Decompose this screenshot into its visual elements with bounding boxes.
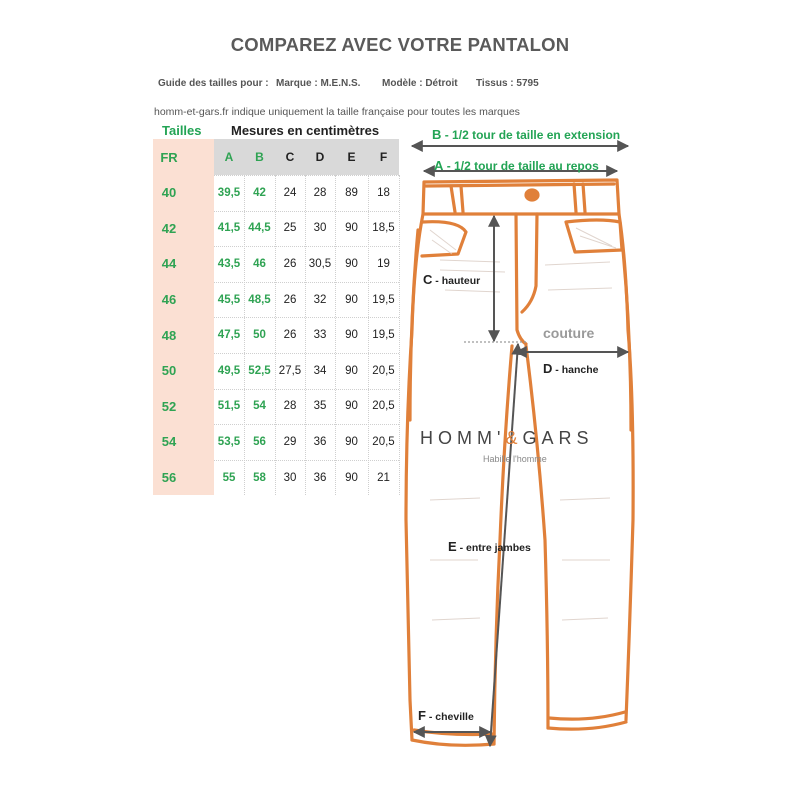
- label-e-text: - entre jambes: [456, 542, 531, 554]
- measure-cell-d: 36: [313, 471, 327, 484]
- measure-cell-d: 36: [313, 435, 327, 448]
- measure-cell-b: 54: [253, 400, 266, 413]
- label-c-text: - hauteur: [432, 275, 481, 287]
- brand-left: HOMM': [420, 428, 506, 448]
- guide-prefix: Guide des tailles pour :: [158, 78, 269, 89]
- label-b: [432, 127, 620, 142]
- size-fr-cell: 52: [161, 398, 177, 414]
- size-fr-cell: 46: [161, 292, 177, 308]
- measure-cell-b: 56: [253, 435, 266, 448]
- measure-cell-e: 90: [345, 329, 358, 342]
- measure-cell-b: 48,5: [248, 293, 271, 306]
- measure-cell-f: 18: [377, 186, 390, 199]
- measure-cell-e: 90: [345, 471, 358, 484]
- measure-cell-a: 39,5: [217, 186, 241, 199]
- label-f: [418, 708, 474, 723]
- size-fr-cell: 40: [161, 185, 177, 201]
- label-d-letter: D: [543, 361, 553, 376]
- column-header-e: E: [347, 150, 356, 164]
- measure-cell-c: 26: [283, 329, 297, 342]
- label-a-letter: A: [434, 158, 444, 173]
- brand-logo: [420, 428, 593, 449]
- measure-cell-e: 90: [345, 435, 358, 448]
- measure-cell-d: 30,5: [308, 257, 332, 270]
- column-header-a: A: [224, 150, 234, 164]
- label-f-text: - cheville: [425, 711, 474, 723]
- measure-cell-d: 32: [313, 293, 327, 306]
- measure-cell-d: 34: [313, 364, 327, 377]
- measure-cell-a: 51,5: [217, 400, 241, 413]
- column-header-f: F: [379, 150, 388, 164]
- label-d-text: - hanche: [552, 364, 599, 376]
- measure-cell-b: 44,5: [248, 222, 271, 235]
- measure-cell-f: 20,5: [372, 400, 395, 413]
- measure-cell-e: 90: [345, 400, 358, 413]
- size-fr-cell: 48: [161, 327, 177, 343]
- measure-cell-f: 19,5: [372, 293, 395, 306]
- measure-cell-b: 42: [253, 186, 266, 199]
- measure-cell-d: 35: [313, 400, 327, 413]
- measure-cell-f: 21: [377, 471, 390, 484]
- guide-model: Modèle : Détroit: [382, 78, 458, 89]
- measure-cell-d: 28: [313, 186, 327, 199]
- brand-amp: &: [505, 428, 523, 448]
- measure-cell-c: 24: [283, 186, 297, 199]
- measure-cell-a: 43,5: [217, 257, 241, 270]
- measure-cell-a: 41,5: [217, 222, 241, 235]
- brand-right: GARS: [522, 428, 594, 448]
- label-b-letter: B: [432, 127, 442, 142]
- measure-cell-c: 26: [283, 257, 297, 270]
- label-e-letter: E: [448, 539, 457, 554]
- label-d: [543, 361, 598, 376]
- guide-brand: Marque : M.E.N.S.: [276, 78, 361, 89]
- label-c-letter: C: [423, 272, 433, 287]
- measure-cell-e: 90: [345, 222, 358, 235]
- measure-cell-e: 90: [345, 257, 358, 270]
- page-title: COMPAREZ AVEC VOTRE PANTALON: [230, 34, 570, 55]
- label-b-text: - 1/2 tour de taille en extension: [441, 128, 621, 142]
- measure-cell-b: 52,5: [248, 364, 271, 377]
- measure-cell-d: 30: [313, 222, 327, 235]
- brand-tagline: Habille l'homme: [483, 454, 547, 464]
- measure-cell-f: 19,5: [372, 329, 395, 342]
- mesures-header: Mesures en centimètres: [231, 123, 380, 138]
- measure-cell-a: 49,5: [217, 364, 241, 377]
- size-fr-cell: 42: [161, 220, 177, 236]
- label-a-text: - 1/2 tour de taille au repos: [443, 159, 599, 173]
- measure-cell-a: 47,5: [217, 329, 241, 342]
- measure-cell-e: 89: [345, 186, 358, 199]
- guide-fabric: Tissus : 5795: [476, 78, 539, 89]
- column-header-b: B: [255, 150, 264, 164]
- couture-label: couture: [543, 325, 595, 341]
- column-header-fr: FR: [160, 149, 178, 165]
- measure-cell-f: 19: [377, 257, 390, 270]
- measure-cell-a: 53,5: [217, 435, 241, 448]
- measure-cell-a: 55: [222, 471, 236, 484]
- measure-cell-e: 90: [345, 364, 358, 377]
- label-f-letter: F: [418, 708, 426, 723]
- column-header-c: C: [285, 150, 295, 164]
- measure-cell-f: 20,5: [372, 435, 395, 448]
- measure-cell-e: 90: [345, 293, 358, 306]
- measure-cell-f: 18,5: [372, 222, 395, 235]
- size-fr-cell: 50: [161, 363, 177, 379]
- size-fr-cell: 44: [161, 256, 177, 272]
- label-a: [434, 158, 599, 173]
- measure-cell-b: 58: [253, 471, 266, 484]
- measure-cell-c: 25: [283, 222, 297, 235]
- label-c: [423, 272, 480, 287]
- size-note: homm-et-gars.fr indique uniquement la taille française pour toutes les marques: [154, 106, 520, 118]
- size-fr-cell: 56: [161, 470, 177, 486]
- measure-cell-c: 30: [283, 471, 297, 484]
- tailles-header: Tailles: [162, 123, 202, 138]
- measure-cell-b: 50: [253, 329, 266, 342]
- measure-cell-c: 29: [283, 435, 297, 448]
- column-header-d: D: [315, 150, 325, 164]
- measure-cell-a: 45,5: [217, 293, 241, 306]
- measure-cell-f: 20,5: [372, 364, 395, 377]
- size-fr-cell: 54: [161, 434, 177, 450]
- measure-cell-c: 28: [283, 400, 297, 413]
- measure-cell-d: 33: [313, 329, 327, 342]
- measure-cell-c: 27,5: [278, 364, 302, 377]
- label-e: [448, 539, 531, 554]
- measure-cell-b: 46: [253, 257, 266, 270]
- measure-cell-c: 26: [283, 293, 297, 306]
